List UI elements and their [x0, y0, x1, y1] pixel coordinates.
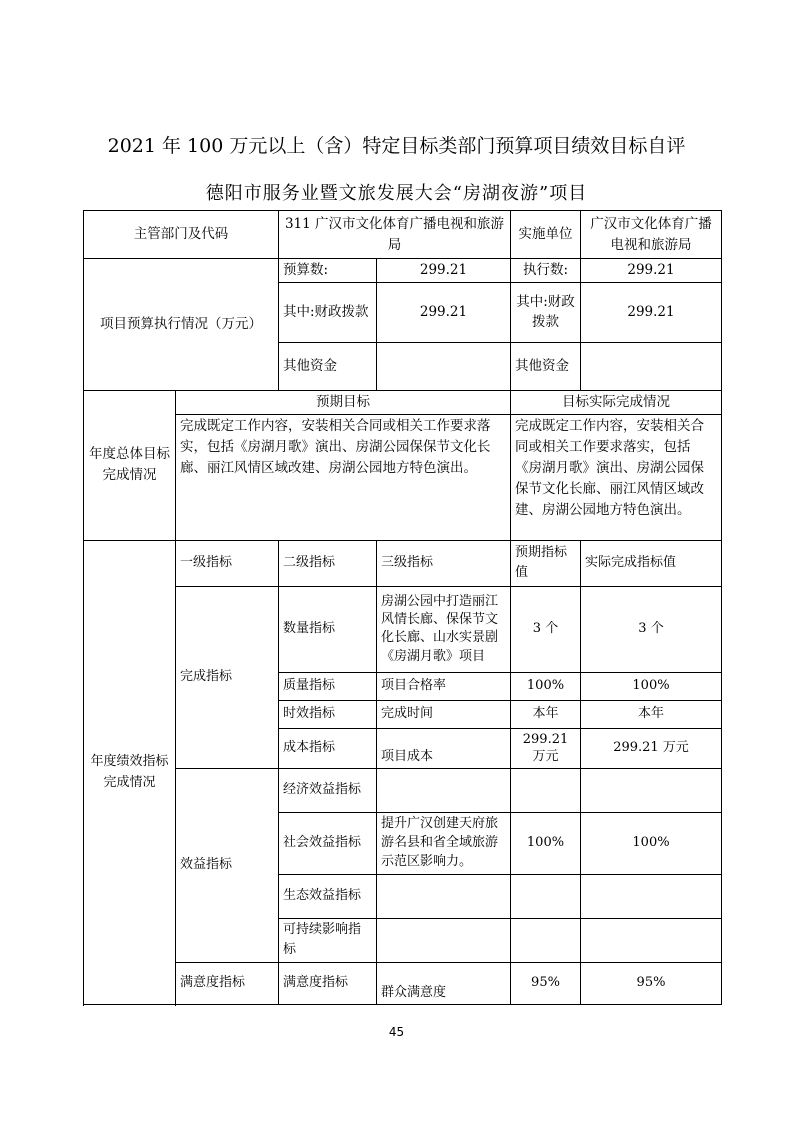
- economic-actual: [581, 768, 722, 812]
- sustainable-detail: [377, 918, 511, 962]
- quality-expected: 100%: [511, 672, 581, 700]
- unit-value: 广汉市文化体育广播电视和旅游局: [581, 211, 722, 259]
- annual-section-label: 年度总体目标完成情况: [84, 390, 176, 540]
- satisfaction-name: 满意度指标: [279, 962, 377, 1004]
- header-expected: 预期指标值: [511, 540, 581, 586]
- timeliness-expected: 本年: [511, 700, 581, 728]
- expected-goal-text: 完成既定工作内容，安装相关合同或相关工作要求落实，包括《房湖月歌》演出、房湖公园保保节文化长廊、丽江风情区域改建、房湖公园地方特色演出。: [176, 414, 511, 540]
- budget-section-label: 项目预算执行情况（万元）: [84, 259, 279, 391]
- other-funds-value: [377, 342, 511, 390]
- completion-label: 完成指标: [176, 586, 279, 768]
- dept-value: 311 广汉市文化体育广播电视和旅游局: [279, 211, 511, 259]
- spacer-row: [176, 1004, 722, 1005]
- economic-expected: [511, 768, 581, 812]
- quality-name: 质量指标: [279, 672, 377, 700]
- header-level2: 二级指标: [279, 540, 377, 586]
- timeliness-detail: 完成时间: [377, 700, 511, 728]
- project-subtitle: 德阳市服务业暨文旅发展大会“房湖夜游”项目: [205, 183, 588, 204]
- satisfaction-expected: 95%: [511, 962, 581, 1004]
- header-actual: 实际完成指标值: [581, 540, 722, 586]
- budget-label: 预算数:: [279, 259, 377, 283]
- timeliness-name: 时效指标: [279, 700, 377, 728]
- satisfaction-detail: 群众满意度: [377, 962, 511, 1004]
- quantity-name: 数量指标: [279, 586, 377, 672]
- header-level3: 三级指标: [377, 540, 511, 586]
- social-actual: 100%: [581, 812, 722, 874]
- quality-detail: 项目合格率: [377, 672, 511, 700]
- satisfaction-actual: 95%: [581, 962, 722, 1004]
- budget-value: 299.21: [377, 259, 511, 283]
- social-expected: 100%: [511, 812, 581, 874]
- ecological-name: 生态效益指标: [279, 874, 377, 918]
- cost-name: 成本指标: [279, 728, 377, 768]
- actual-goal-header: 目标实际完成情况: [511, 390, 722, 414]
- other-funds-exec-label: 其他资金: [511, 342, 581, 390]
- sustainable-actual: [581, 918, 722, 962]
- cost-actual: 299.21 万元: [581, 728, 722, 768]
- ecological-detail: [377, 874, 511, 918]
- actual-goal-text: 完成既定工作内容，安装相关合同或相关工作要求落实，包括《房湖月歌》演出、房湖公园保保节文化长廊、丽江风情区域改建、房湖公园地方特色演出。: [511, 414, 722, 540]
- economic-detail: [377, 768, 511, 812]
- header-level1: 一级指标: [176, 540, 279, 586]
- other-funds-label: 其他资金: [279, 342, 377, 390]
- sustainable-expected: [511, 918, 581, 962]
- quantity-expected: 3 个: [511, 586, 581, 672]
- fiscal-value: 299.21: [377, 282, 511, 342]
- social-name: 社会效益指标: [279, 812, 377, 874]
- cost-expected: 299.21 万元: [511, 728, 581, 768]
- exec-value: 299.21: [581, 259, 722, 283]
- social-detail: 提升广汉创建天府旅游名县和省全域旅游示范区影响力。: [377, 812, 511, 874]
- sustainable-name: 可持续影响指标: [279, 918, 377, 962]
- economic-name: 经济效益指标: [279, 768, 377, 812]
- other-funds-exec-value: [581, 342, 722, 390]
- fiscal-exec-value: 299.21: [581, 282, 722, 342]
- ecological-expected: [511, 874, 581, 918]
- dept-label: 主管部门及代码: [84, 211, 279, 259]
- indicators-section-label: 年度绩效指标完成情况: [84, 540, 176, 1005]
- fiscal-label: 其中:财政拨款: [279, 282, 377, 342]
- exec-label: 执行数:: [511, 259, 581, 283]
- timeliness-actual: 本年: [581, 700, 722, 728]
- fiscal-exec-label: 其中:财政拨款: [511, 282, 581, 342]
- cost-detail: 项目成本: [377, 728, 511, 768]
- quantity-actual: 3 个: [581, 586, 722, 672]
- quality-actual: 100%: [581, 672, 722, 700]
- satisfaction-label: 满意度指标: [176, 962, 279, 1004]
- benefit-label: 效益指标: [176, 768, 279, 962]
- evaluation-table: [83, 210, 722, 1005]
- page-number: 45: [388, 1025, 405, 1039]
- expected-goal-header: 预期目标: [176, 390, 511, 414]
- quantity-detail: 房湖公园中打造丽江风情长廊、保保节文化长廊、山水实景剧《房湖月歌》项目: [377, 586, 511, 672]
- ecological-actual: [581, 874, 722, 918]
- unit-label: 实施单位: [511, 211, 581, 259]
- page-title: 2021 年 100 万元以上（含）特定目标类部门预算项目绩效目标自评: [107, 135, 686, 157]
